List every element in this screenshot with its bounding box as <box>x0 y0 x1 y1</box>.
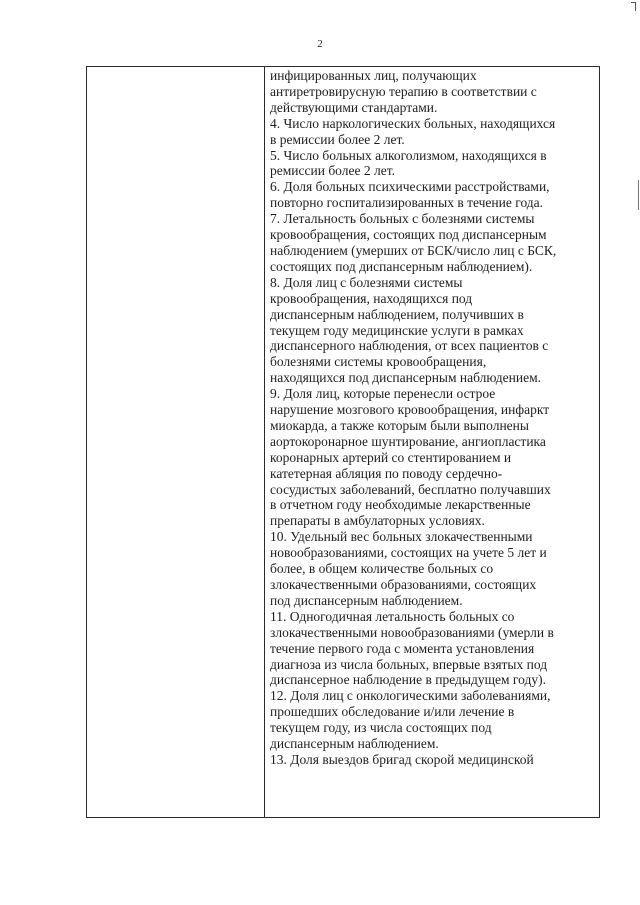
scan-edge-mark <box>638 180 639 210</box>
text-line: диспансерного наблюдения, от всех пациентов с <box>270 338 549 354</box>
text-line: более, в общем количестве больных со <box>270 561 494 577</box>
text-line: состоящих под диспансерным наблюдением). <box>270 258 533 274</box>
text-line: злокачественными образованиями, состоящих <box>270 577 537 592</box>
text-line: коронарных артерий со стентированием и <box>270 449 512 465</box>
text-line: антиретровирусную терапию в соответствии с <box>270 83 537 99</box>
text-line: болезнями системы кровообращения, <box>270 354 487 370</box>
text-line: в отчетном году необходимые лекарственные <box>270 497 531 513</box>
text-line: 10. Удельный вес больных злокачественными <box>270 529 533 545</box>
text-line: 13. Доля выездов бригад скорой медицинской <box>270 751 534 767</box>
text-line: нарушение мозгового кровообращения, инфаркт <box>270 402 550 418</box>
text-line: ремиссии более 2 лет. <box>270 163 395 179</box>
text-line: в ремиссии более 2 лет. <box>270 131 405 147</box>
text-line: под диспансерным наблюдением. <box>270 592 463 608</box>
text-line: 8. Доля лиц с болезнями системы <box>270 274 463 290</box>
text-line: новообразованиями, состоящих на учете 5 лет и <box>270 545 547 561</box>
text-line: аортокоронарное шунтирование, ангиопластика <box>270 433 546 449</box>
text-line: диспансерным наблюдением, получивших в <box>270 306 524 322</box>
text-line: наблюдением (умерших от БСК/число лиц с БСК, <box>270 242 557 258</box>
text-line: действующими стандартами. <box>270 99 438 115</box>
text-line: препараты в амбулаторных условиях. <box>270 513 485 529</box>
text-line: 12. Доля лиц с онкологическими заболеваниями, <box>270 688 551 704</box>
text-line: текущем году медицинские услуги в рамках <box>270 322 524 338</box>
text-line: кровообращения, состоящих под диспансерным <box>270 227 547 243</box>
text-line: диспансерным наблюдением. <box>270 736 439 752</box>
text-line: катетерная абляция по поводу сердечно- <box>270 465 503 481</box>
text-line: 11. Одногодичная летальность больных со <box>270 608 515 624</box>
text-line: диспансерное наблюдение в предыдущем году). <box>270 672 546 688</box>
text-line: миокарда, а также которым были выполнены <box>270 417 529 433</box>
text-line: диагноза из числа больных, впервые взятых под <box>270 656 548 672</box>
text-line: инфицированных лиц, получающих <box>270 68 477 83</box>
text-line: 7. Летальность больных с болезнями системы <box>270 211 535 227</box>
text-line: 4. Число наркологических больных, находящихся <box>270 115 556 131</box>
text-line: 5. Число больных алкоголизмом, находящихся в <box>270 147 547 163</box>
page-number: 2 <box>317 38 323 50</box>
text-line: прошедших обследование и/или лечение в <box>270 704 515 720</box>
text-line: сосудистых заболеваний, бесплатно получавших <box>270 481 551 497</box>
text-line: 9. Доля лиц, которые перенесли острое <box>270 386 496 402</box>
table-right-cell <box>265 67 599 817</box>
text-line: злокачественными новообразованиями (умерли в <box>270 624 554 640</box>
text-line: повторно госпитализированных в течение года. <box>270 195 544 211</box>
text-line: 6. Доля больных психическими расстройствами, <box>270 179 550 195</box>
text-line: текущем году, из числа состоящих под <box>270 720 492 736</box>
table-left-cell <box>87 67 265 817</box>
scan-corner-mark <box>631 2 636 11</box>
indicator-table <box>86 66 600 818</box>
text-line: находящихся под диспансерным наблюдением. <box>270 370 542 386</box>
text-line: кровообращения, находящихся под <box>270 290 473 306</box>
text-line: течение первого года с момента установления <box>270 640 535 656</box>
